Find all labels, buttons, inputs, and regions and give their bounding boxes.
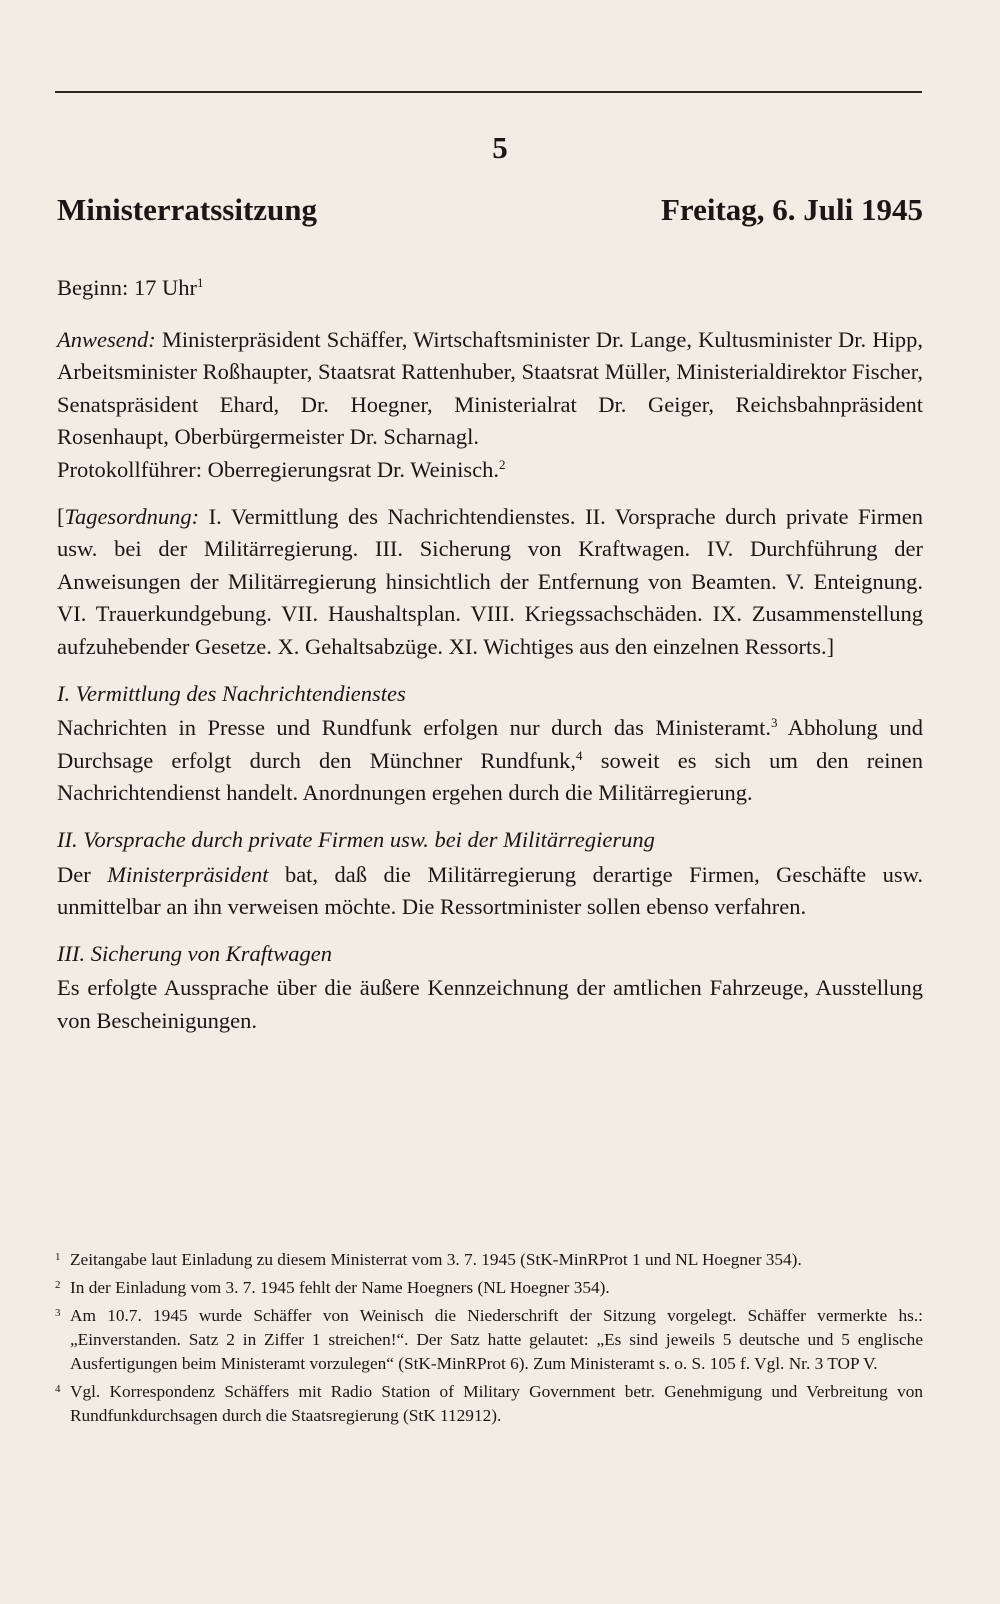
footnotes [55, 1248, 923, 1432]
footnote-3 [55, 1304, 923, 1376]
agenda-paragraph [57, 501, 923, 664]
attendees-paragraph [57, 324, 923, 454]
section-1-part-2: Abholung und Durchsage erfolgt durch den Münchner Rundfunk, [57, 715, 923, 773]
header-rule [55, 91, 922, 93]
document-date: Freitag, 6. Juli 1945 [660, 192, 923, 227]
footnote-ref-4: 4 [576, 747, 583, 763]
footnote-mark: 3 [55, 1307, 61, 1319]
footnote-text: Am 10.7. 1945 wurde Schäffer von Weinisch die Niederschrift der Sitzung vorgelegt. Schäffer vermerkte hs.: „Einverstanden. Satz 2 in Ziffer 1 streichen!“. Der Satz hatte gelautet: „Es sind jeweils 5 deutsche und 5 englische Ausfertigungen beim Ministeramt vorzulegen“ (StK-MinRProt 6). Zum Ministeramt s. o. S. 105 f. Vgl. Nr. 3 TOP V. [70, 1306, 923, 1373]
footnote-ref-1: 1 [197, 275, 204, 290]
beginn-time: 17 Uhr [133, 275, 197, 300]
section-2-post: bat, daß die Militärregierung derartige Firmen, Geschäfte usw. unmittelbar an ihn verweisen möchte. Die Ressortminister sollen ebenso verfahren. [57, 861, 924, 920]
section-1-heading: I. Vermittlung des Nachrichtendienstes [57, 680, 406, 706]
footnote-1 [55, 1248, 923, 1272]
footnote-mark: 4 [55, 1383, 61, 1395]
footnote-ref-3: 3 [770, 715, 778, 731]
footnote-text: Vgl. Korrespondenz Schäffers mit Radio Station of Military Government betr. Genehmigung und Verbreitung von Rundfunkdurchsagen durch die Staatsregierung (StK 112912). [70, 1382, 923, 1425]
agenda-label: Tagesordnung: [64, 503, 200, 529]
protocol-line [57, 454, 923, 487]
section-3-heading: III. Sicherung von Kraftwagen [57, 940, 332, 966]
section-2-emphasis: Ministerpräsident [107, 861, 269, 887]
agenda-items: I. Vermittlung des Nachrichtendienstes. II. Vorsprache durch private Firmen usw. bei der Militärregierung. III. Sicherung von Kraftwagen. IV. Durchführung der Anweisungen der Militärregierung hinsichtlich der Entfernung von Beamten. V. Enteignung. VI. Trauerkundgebung. VII. Haushaltsplan. VIII. Kriegssachschäden. IX. Zusammenstellung aufzuhebender Gesetze. X. Gehaltsabzüge. XI. Wichtiges aus den einzelnen Ressorts.] [57, 503, 923, 659]
footnote-2 [55, 1276, 923, 1300]
footnote-4 [55, 1380, 923, 1428]
section-2-heading: II. Vorsprache durch private Firmen usw. bei der Militärregierung [57, 826, 655, 852]
section-2-text [57, 859, 923, 924]
section-2-pre: Der [57, 861, 108, 887]
title-row [57, 192, 923, 228]
beginn-line [57, 272, 923, 305]
beginn-label: Beginn: [57, 275, 129, 300]
footnote-text: Zeitangabe laut Einladung zu diesem Ministerrat vom 3. 7. 1945 (StK-MinRProt 1 und NL Hoegner 354). [70, 1250, 802, 1269]
footnote-mark: 2 [55, 1279, 61, 1291]
section-1-text [57, 712, 923, 810]
document-body [57, 272, 923, 1037]
footnote-text: In der Einladung vom 3. 7. 1945 fehlt der Name Hoegners (NL Hoegner 354). [70, 1278, 610, 1297]
section-1-part-3: soweit es sich um den reinen Nachrichtendienst handelt. Anordnungen ergehen durch die Militärregierung. [57, 747, 923, 806]
document-number: 5 [492, 130, 508, 165]
attendees-list: Ministerpräsident Schäffer, Wirtschaftsminister Dr. Lange, Kultusminister Dr. Hipp, Arbeitsminister Roßhaupter, Staatsrat Rattenhuber, Staatsrat Müller, Ministerialdirektor Fischer, Senatspräsident Ehard, Dr. Hoegner, Ministerialrat Dr. Geiger, Reichsbahnpräsident Rosenhaupt, Oberbürgermeister Dr. Scharnagl. [57, 326, 923, 450]
agenda-bracket: [ [57, 503, 65, 529]
footnote-mark: 1 [55, 1251, 61, 1263]
attendees-label: Anwesend: [57, 326, 156, 352]
protocol-text: Protokollführer: Oberregierungsrat Dr. Weinisch. [57, 456, 500, 482]
section-1-part-1: Nachrichten in Presse und Rundfunk erfolgen nur durch das Ministeramt. [57, 715, 771, 741]
section-3-text: Es erfolgte Aussprache über die äußere Kennzeichnung der amtlichen Fahrzeuge, Ausstellung von Bescheinigungen. [57, 975, 923, 1033]
document-title: Ministerratssitzung [57, 192, 318, 227]
footnote-ref-2: 2 [499, 456, 506, 472]
